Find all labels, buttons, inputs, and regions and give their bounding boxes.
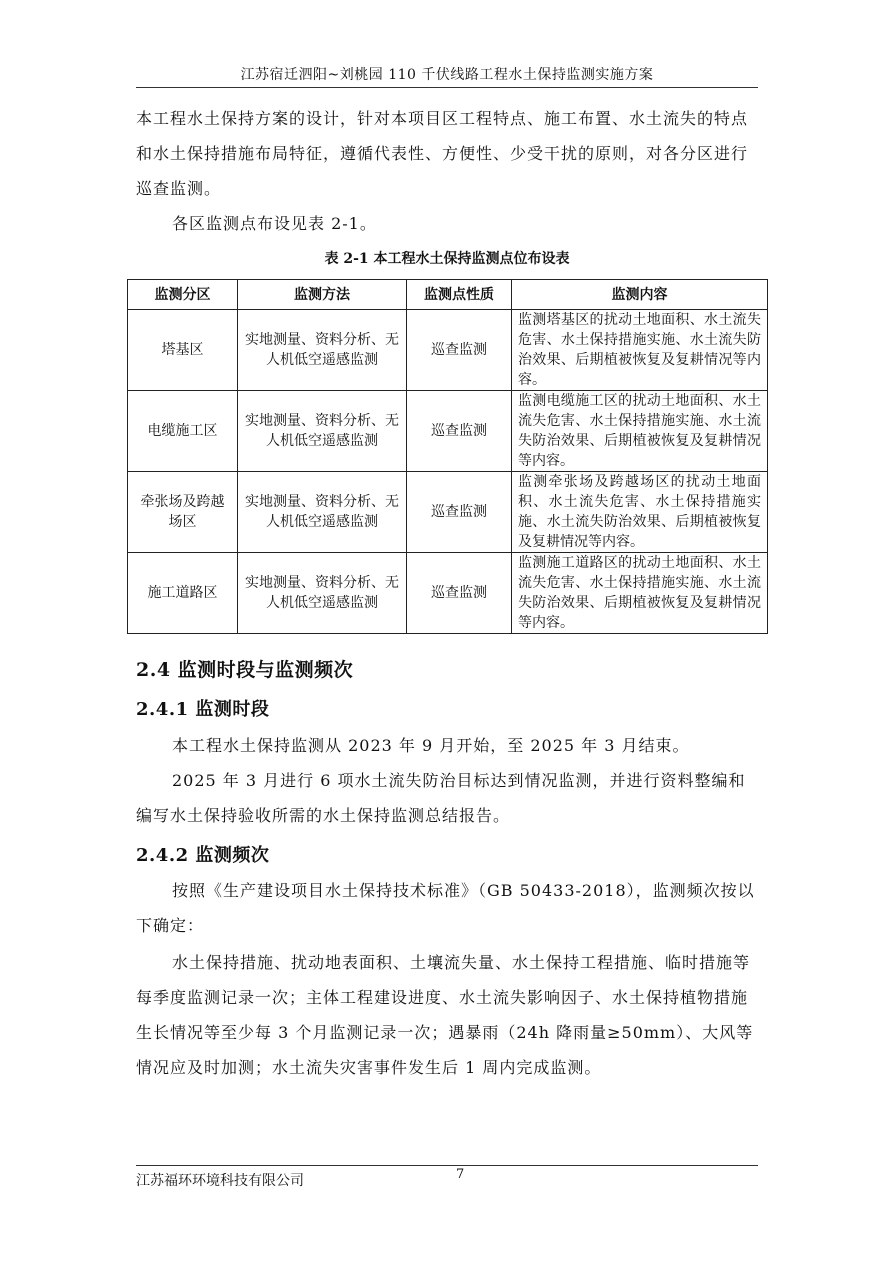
monitoring-points-table	[127, 279, 768, 634]
table-reference-paragraph: 各区监测点布设见表 2-1。	[172, 214, 377, 233]
nature-cell: 巡查监测	[407, 391, 512, 472]
column-header: 监测点性质	[407, 280, 512, 310]
period-paragraph-2: 2025 年 3 月进行 6 项水土流失防治目标达到情况监测，并进行资料整编和编写水土保持验收所需的水土保持监测总结报告。	[136, 771, 746, 825]
column-header: 监测方法	[238, 280, 407, 310]
page-header-title: 江苏宿迁泗阳~刘桃园 110 千伏线路工程水土保持监测实施方案	[240, 67, 654, 83]
intro-paragraph: 本工程水土保持方案的设计，针对本项目区工程特点、施工布置、水土流失的特点和水土保持措施布局特征，遵循代表性、方便性、少受干扰的原则，对各分区进行巡查监测。	[136, 109, 749, 198]
method-cell: 实地测量、资料分析、无人机低空遥感监测	[238, 472, 407, 553]
table-header-row	[128, 280, 768, 310]
zone-cell: 牵张场及跨越场区	[128, 472, 238, 553]
table-row	[128, 310, 768, 391]
content-cell: 监测塔基区的扰动土地面积、水土流失危害、水土保持措施实施、水土流失防治效果、后期植被恢复及复耕情况等内容。	[512, 310, 768, 391]
column-header: 监测内容	[512, 280, 768, 310]
content-cell: 监测电缆施工区的扰动土地面积、水土流失危害、水土保持措施实施、水土流失防治效果、后期植被恢复及复耕情况等内容。	[512, 391, 768, 472]
frequency-paragraph-1: 按照《生产建设项目水土保持技术标准》（GB 50433-2018），监测频次按以下确定：	[136, 881, 755, 935]
nature-cell: 巡查监测	[407, 310, 512, 391]
method-cell: 实地测量、资料分析、无人机低空遥感监测	[238, 553, 407, 634]
method-cell: 实地测量、资料分析、无人机低空遥感监测	[238, 391, 407, 472]
table-row	[128, 472, 768, 553]
header-divider	[136, 87, 758, 88]
content-cell: 监测牵张场及跨越场区的扰动土地面积、水土流失危害、水土保持措施实施、水土流失防治效果、后期植被恢复及复耕情况等内容。	[512, 472, 768, 553]
table-row	[128, 391, 768, 472]
method-cell: 实地测量、资料分析、无人机低空遥感监测	[238, 310, 407, 391]
table-row	[128, 553, 768, 634]
zone-cell: 塔基区	[128, 310, 238, 391]
footer-divider	[136, 1165, 758, 1166]
zone-cell: 电缆施工区	[128, 391, 238, 472]
frequency-paragraph-2: 水土保持措施、扰动地表面积、土壤流失量、水土保持工程措施、临时措施等每季度监测记录一次；主体工程建设进度、水土流失影响因子、水土保持植物措施生长情况等至少每 3 个月监测记录一次；遇暴雨（24h 降雨量≥50mm）、大风等情况应及时加测；水土流失灾害事件发生后 1 周内完成监测。	[136, 953, 754, 1077]
zone-cell: 施工道路区	[128, 553, 238, 634]
nature-cell: 巡查监测	[407, 553, 512, 634]
period-paragraph-1: 本工程水土保持监测从 2023 年 9 月开始，至 2025 年 3 月结束。	[172, 736, 690, 755]
nature-cell: 巡查监测	[407, 472, 512, 553]
column-header: 监测分区	[128, 280, 238, 310]
page-number: 7	[456, 1167, 465, 1182]
table-caption: 表 2-1 本工程水土保持监测点位布设表	[324, 251, 570, 267]
section-heading-2-4-1: 2.4.1 监测时段	[136, 699, 270, 720]
section-heading-2-4-2: 2.4.2 监测频次	[136, 845, 270, 866]
footer-company-name: 江苏福环环境科技有限公司	[136, 1173, 304, 1189]
content-cell: 监测施工道路区的扰动土地面积、水土流失危害、水土保持措施实施、水土流失防治效果、后期植被恢复及复耕情况等内容。	[512, 553, 768, 634]
section-heading-2-4: 2.4 监测时段与监测频次	[136, 659, 354, 681]
